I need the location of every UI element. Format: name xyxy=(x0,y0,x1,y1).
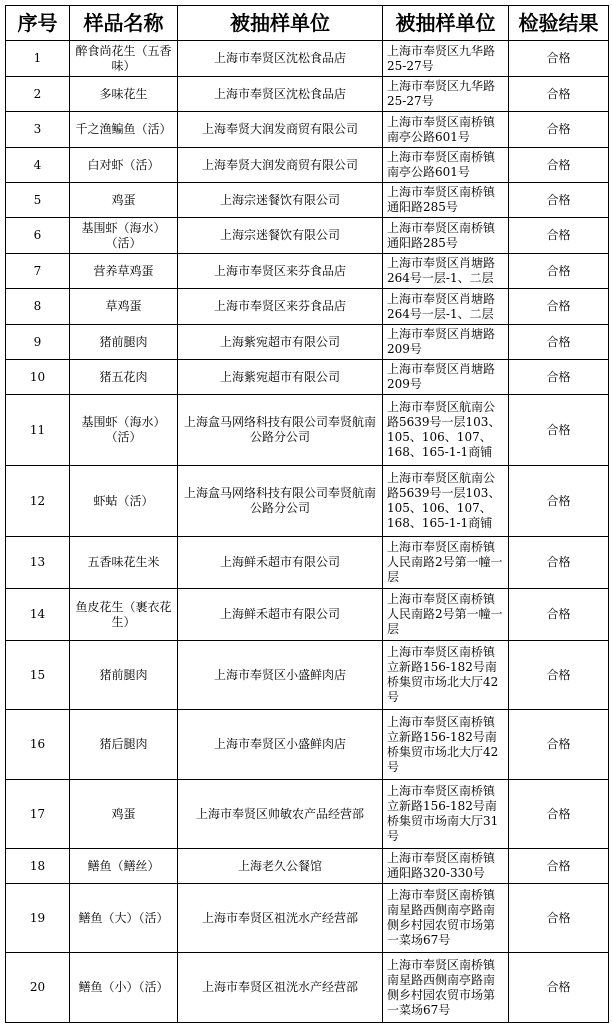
row-serial-number: 17 xyxy=(6,780,70,849)
row-serial-number: 7 xyxy=(6,254,70,289)
table-row xyxy=(6,884,609,953)
inspection-results-table xyxy=(5,5,609,1023)
row-inspection-result: 合格 xyxy=(509,537,609,589)
row-sampled-unit-address: 上海市奉贤区航南公路5639号一层103、105、106、107、168、165-1-1商铺 xyxy=(383,395,509,466)
row-serial-number: 9 xyxy=(6,325,70,360)
row-sampled-unit-address: 上海市奉贤区南桥镇南亭公路601号 xyxy=(383,148,509,183)
table-row xyxy=(6,953,609,1023)
table-row xyxy=(6,325,609,360)
row-sampled-unit-address: 上海市奉贤区航南公路5639号一层103、105、106、107、168、165-1-1商铺 xyxy=(383,466,509,537)
row-inspection-result: 合格 xyxy=(509,641,609,710)
row-serial-number: 1 xyxy=(6,41,70,77)
row-serial-number: 2 xyxy=(6,77,70,112)
row-sampled-unit: 上海市奉贤区小盛鲜肉店 xyxy=(178,641,383,710)
table-row xyxy=(6,254,609,289)
row-sample-name: 猪五花肉 xyxy=(70,360,178,395)
row-serial-number: 4 xyxy=(6,148,70,183)
row-sample-name: 多味花生 xyxy=(70,77,178,112)
row-sampled-unit-address: 上海市奉贤区南桥镇通阳路320-330号 xyxy=(383,849,509,884)
header-sampled-unit-address: 被抽样单位 xyxy=(383,6,509,41)
table-row xyxy=(6,183,609,218)
table-row xyxy=(6,218,609,254)
row-sample-name: 鳝鱼（大）（活） xyxy=(70,884,178,953)
row-sample-name: 猪后腿肉 xyxy=(70,710,178,780)
row-sampled-unit-address: 上海市奉贤区南桥镇通阳路285号 xyxy=(383,183,509,218)
row-sampled-unit-address: 上海市奉贤区肖塘路209号 xyxy=(383,325,509,360)
row-sampled-unit: 上海老久公餐馆 xyxy=(178,849,383,884)
row-sampled-unit-address: 上海市奉贤区南桥镇南星路西侧南亭路南侧乡村园农贸市场第一菜场67号 xyxy=(383,953,509,1023)
row-sampled-unit: 上海盒马网络科技有限公司奉贤航南公路分公司 xyxy=(178,395,383,466)
row-sampled-unit-address: 上海市奉贤区肖塘路209号 xyxy=(383,360,509,395)
row-inspection-result: 合格 xyxy=(509,466,609,537)
row-inspection-result: 合格 xyxy=(509,218,609,254)
table-row xyxy=(6,112,609,148)
row-sampled-unit: 上海宗迷餐饮有限公司 xyxy=(178,218,383,254)
table-row xyxy=(6,780,609,849)
row-sample-name: 鳝鱼（鳝丝） xyxy=(70,849,178,884)
row-inspection-result: 合格 xyxy=(509,884,609,953)
row-sample-name: 营养草鸡蛋 xyxy=(70,254,178,289)
row-sampled-unit-address: 上海市奉贤区南桥镇南亭公路601号 xyxy=(383,112,509,148)
table-row xyxy=(6,77,609,112)
row-sampled-unit-address: 上海市奉贤区南桥镇立新路156-182号南桥集贸市场北大厅42号 xyxy=(383,641,509,710)
row-inspection-result: 合格 xyxy=(509,780,609,849)
row-sampled-unit-address: 上海市奉贤区南桥镇人民南路2号第一幢一层 xyxy=(383,589,509,641)
table-row xyxy=(6,41,609,77)
row-sampled-unit: 上海奉贤大润发商贸有限公司 xyxy=(178,112,383,148)
row-serial-number: 16 xyxy=(6,710,70,780)
row-inspection-result: 合格 xyxy=(509,289,609,325)
row-inspection-result: 合格 xyxy=(509,589,609,641)
table-row xyxy=(6,641,609,710)
row-sample-name: 鸡蛋 xyxy=(70,183,178,218)
row-sampled-unit-address: 上海市奉贤区肖塘路264号一层-1、二层 xyxy=(383,254,509,289)
row-sampled-unit: 上海紫宛超市有限公司 xyxy=(178,325,383,360)
table-row xyxy=(6,148,609,183)
row-sampled-unit: 上海市奉贤区来芬食品店 xyxy=(178,289,383,325)
table-row xyxy=(6,710,609,780)
row-sample-name: 鳝鱼（小）（活） xyxy=(70,953,178,1023)
row-sample-name: 鸡蛋 xyxy=(70,780,178,849)
row-inspection-result: 合格 xyxy=(509,849,609,884)
table-row xyxy=(6,537,609,589)
row-sampled-unit: 上海奉贤大润发商贸有限公司 xyxy=(178,148,383,183)
row-sampled-unit: 上海宗迷餐饮有限公司 xyxy=(178,183,383,218)
table-header-row xyxy=(6,6,609,41)
row-serial-number: 20 xyxy=(6,953,70,1023)
row-inspection-result: 合格 xyxy=(509,148,609,183)
row-serial-number: 14 xyxy=(6,589,70,641)
row-serial-number: 6 xyxy=(6,218,70,254)
header-inspection-result: 检验结果 xyxy=(509,6,609,41)
row-inspection-result: 合格 xyxy=(509,77,609,112)
row-sample-name: 猪前腿肉 xyxy=(70,641,178,710)
row-sampled-unit: 上海市奉贤区祖洸水产经营部 xyxy=(178,884,383,953)
row-sampled-unit-address: 上海市奉贤区南桥镇立新路156-182号南桥集贸市场北大厅42号 xyxy=(383,710,509,780)
table-row xyxy=(6,395,609,466)
table-row xyxy=(6,360,609,395)
row-inspection-result: 合格 xyxy=(509,953,609,1023)
row-sampled-unit-address: 上海市奉贤区肖塘路264号一层-1、二层 xyxy=(383,289,509,325)
row-serial-number: 15 xyxy=(6,641,70,710)
row-sampled-unit-address: 上海市奉贤区南桥镇人民南路2号第一幢一层 xyxy=(383,537,509,589)
row-inspection-result: 合格 xyxy=(509,112,609,148)
header-sampled-unit: 被抽样单位 xyxy=(178,6,383,41)
row-inspection-result: 合格 xyxy=(509,395,609,466)
row-sampled-unit: 上海盒马网络科技有限公司奉贤航南公路分公司 xyxy=(178,466,383,537)
header-serial-number: 序号 xyxy=(6,6,70,41)
row-sampled-unit: 上海鲜禾超市有限公司 xyxy=(178,589,383,641)
row-inspection-result: 合格 xyxy=(509,254,609,289)
row-sampled-unit: 上海市奉贤区帅敏农产品经营部 xyxy=(178,780,383,849)
row-inspection-result: 合格 xyxy=(509,325,609,360)
row-sampled-unit-address: 上海市奉贤区南桥镇南星路西侧南亭路南侧乡村园农贸市场第一菜场67号 xyxy=(383,884,509,953)
row-sampled-unit-address: 上海市奉贤区南桥镇立新路156-182号南桥集贸市场南大厅31号 xyxy=(383,780,509,849)
table-row xyxy=(6,289,609,325)
row-sampled-unit: 上海鲜禾超市有限公司 xyxy=(178,537,383,589)
row-sampled-unit: 上海市奉贤区沈松食品店 xyxy=(178,41,383,77)
row-sample-name: 千之渔鳊鱼（活） xyxy=(70,112,178,148)
row-serial-number: 19 xyxy=(6,884,70,953)
row-sampled-unit-address: 上海市奉贤区南桥镇通阳路285号 xyxy=(383,218,509,254)
row-sample-name: 基围虾（海水）（活） xyxy=(70,395,178,466)
row-sample-name: 鱼皮花生（裹衣花生） xyxy=(70,589,178,641)
row-sampled-unit: 上海市奉贤区来芬食品店 xyxy=(178,254,383,289)
row-sampled-unit: 上海市奉贤区祖洸水产经营部 xyxy=(178,953,383,1023)
row-sampled-unit-address: 上海市奉贤区九华路25-27号 xyxy=(383,77,509,112)
table-row xyxy=(6,849,609,884)
row-sample-name: 基围虾（海水）（活） xyxy=(70,218,178,254)
row-inspection-result: 合格 xyxy=(509,183,609,218)
table-row xyxy=(6,466,609,537)
row-serial-number: 3 xyxy=(6,112,70,148)
row-sample-name: 猪前腿肉 xyxy=(70,325,178,360)
row-serial-number: 12 xyxy=(6,466,70,537)
row-sampled-unit: 上海市奉贤区小盛鲜肉店 xyxy=(178,710,383,780)
row-sample-name: 五香味花生米 xyxy=(70,537,178,589)
row-serial-number: 10 xyxy=(6,360,70,395)
row-sampled-unit: 上海紫宛超市有限公司 xyxy=(178,360,383,395)
row-serial-number: 11 xyxy=(6,395,70,466)
row-serial-number: 5 xyxy=(6,183,70,218)
row-sample-name: 白对虾（活） xyxy=(70,148,178,183)
row-inspection-result: 合格 xyxy=(509,710,609,780)
row-serial-number: 8 xyxy=(6,289,70,325)
table-row xyxy=(6,589,609,641)
row-sample-name: 虾蛄（活） xyxy=(70,466,178,537)
row-sample-name: 醉食尚花生（五香味） xyxy=(70,41,178,77)
row-sample-name: 草鸡蛋 xyxy=(70,289,178,325)
row-inspection-result: 合格 xyxy=(509,41,609,77)
row-serial-number: 18 xyxy=(6,849,70,884)
table-body xyxy=(6,41,609,1023)
header-sample-name: 样品名称 xyxy=(70,6,178,41)
row-serial-number: 13 xyxy=(6,537,70,589)
row-sampled-unit: 上海市奉贤区沈松食品店 xyxy=(178,77,383,112)
row-inspection-result: 合格 xyxy=(509,360,609,395)
row-sampled-unit-address: 上海市奉贤区九华路25-27号 xyxy=(383,41,509,77)
